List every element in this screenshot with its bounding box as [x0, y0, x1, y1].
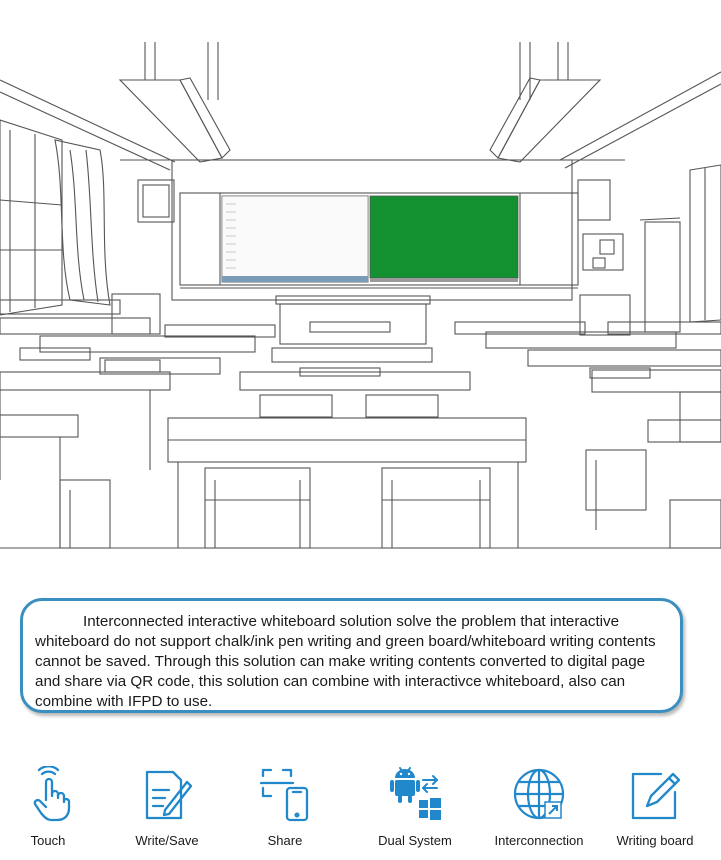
feature-writing-board-label: Writing board [616, 833, 694, 848]
feature-write-save-label: Write/Save [135, 833, 199, 848]
android-windows-icon [387, 766, 443, 822]
feature-interconnection [479, 766, 599, 856]
feature-interconnection-label: Interconnection [494, 833, 584, 848]
feature-share-label: Share [267, 833, 303, 848]
globe-icon [511, 766, 567, 822]
qr-share-phone-icon [257, 766, 313, 822]
classroom-illustration [0, 40, 721, 550]
feature-writing-board [595, 766, 715, 856]
feature-touch-label: Touch [30, 833, 66, 848]
pen-board-icon [627, 766, 683, 822]
feature-dual-system-label: Dual System [378, 833, 452, 848]
description-text: Interconnected interactive whiteboard solution solve the problem that interactive whiteboard do not support chalk/ink pen writing and green board/whiteboard writing contents cannot be saved. Through this solution can make writing contents converted to digital page and share via QR code, this solution can combine with interactivce whiteboard, also can combine with IFPD to use. [35, 613, 656, 710]
write-save-icon [139, 766, 195, 822]
description-box [20, 598, 683, 713]
feature-share [225, 766, 345, 856]
feature-write-save [107, 766, 227, 856]
feature-dual-system [355, 766, 475, 856]
feature-touch [0, 766, 108, 856]
touch-hand-icon [20, 766, 76, 822]
